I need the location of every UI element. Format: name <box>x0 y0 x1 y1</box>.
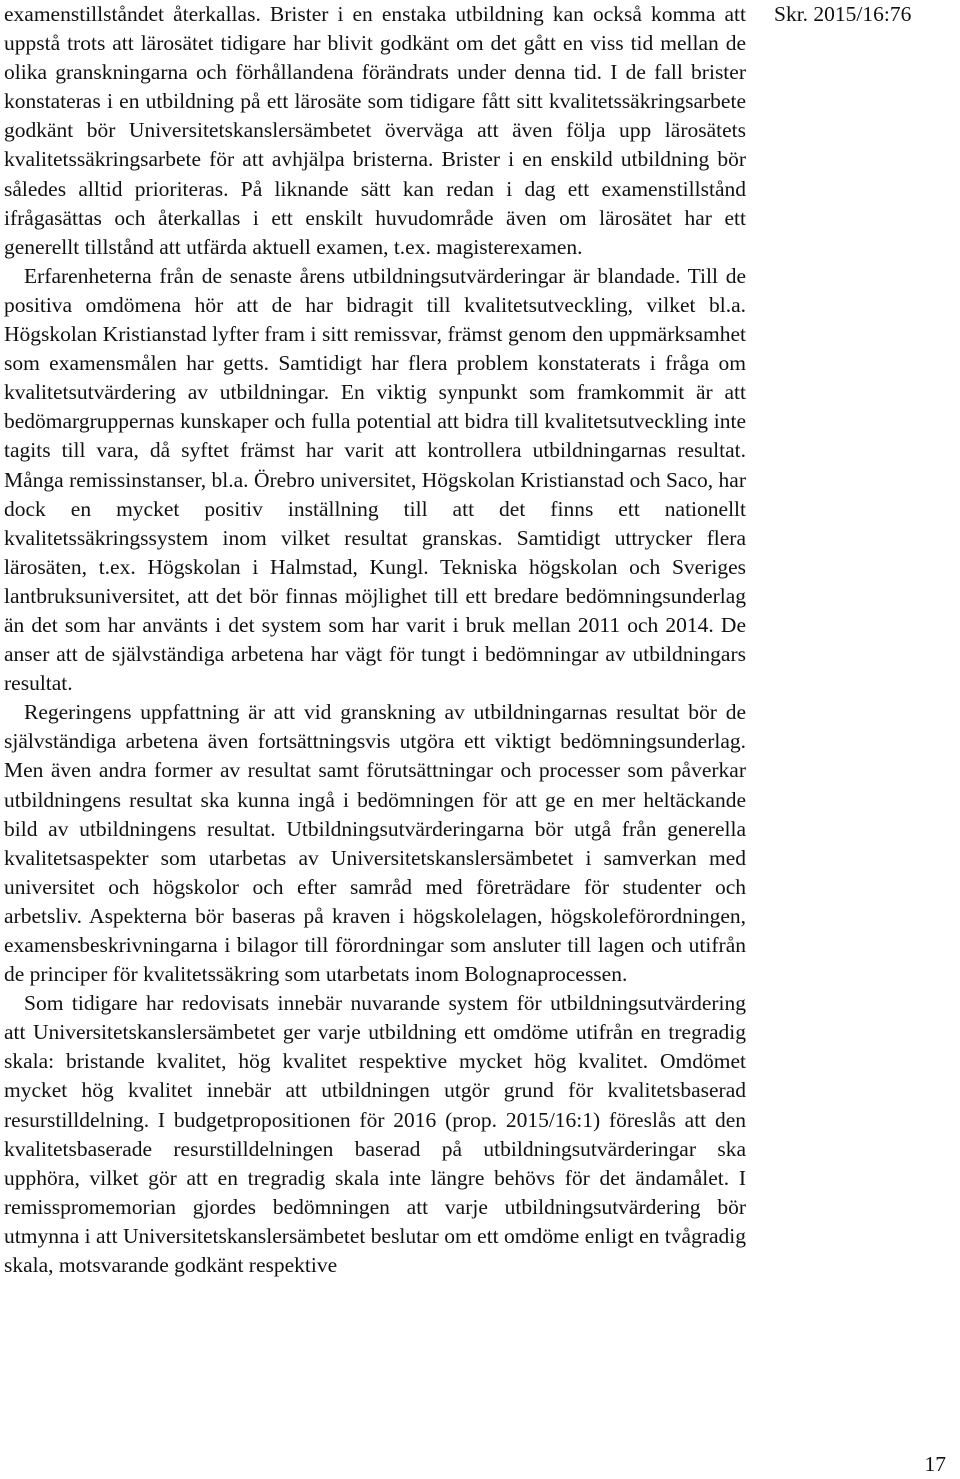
paragraph-government-view: Regeringens uppfattning är att vid granskning av utbildningarnas resultat bör de självständiga arbetena även fortsättningsvis utgöra ett viktigt bedömningsunderlag. Men även andra former av resultat samt förutsättningar och processer som påverkar utbildningens resultat ska kunna ingå i bedömningen för att ge en mer heltäckande bild av utbildningens resultat. Utbildningsutvärderingarna bör utgå från generella kvalitetsaspekter som utarbetas av Universitetskanslersämbetet i samverkan med universitet och högskolor och efter samråd med företrädare för studenter och arbetsliv. Aspekterna bör baseras på kraven i högskolelagen, högskoleförordningen, examensbeskrivningarna i bilagor till förordningar som ansluter till lagen och utifrån de principer för kvalitetssäkring som utarbetats inom Bolognaprocessen. <box>4 700 746 987</box>
paragraph-grading-scale: Som tidigare har redovisats innebär nuvarande system för utbildningsutvärdering att Universitetskanslersämbetet ger varje utbildning ett omdöme utifrån en tregradig skala: bristande kvalitet, hög kvalitet respektive mycket hög kvalitet. Omdömet mycket hög kvalitet innebär att utbildningen utgör grund för kvalitetsbaserad resurstilldelning. I budgetpropositionen för 2016 (prop. 2015/16:1) föreslås att den kvalitetsbaserade resurstilldelningen baserad på utbildningsutvärderingar ska upphöra, vilket gör att en tregradig skala inte längre behövs för det ändamålet. I remisspromemorian gjordes bedömningen att varje utbildningsutvärdering bör utmynna i att Universitetskanslersämbetet beslutar om ett omdöme enligt en tvågradig skala, motsvarande godkänt respektive <box>4 991 746 1278</box>
body-text <box>4 0 746 1280</box>
paragraph-continuation: examenstillståndet återkallas. Brister i en enstaka utbildning kan också komma att uppstå trots att lärosätet tidigare har blivit godkänt om det gått en viss tid mellan de olika granskningarna och förhållandena förändrats under denna tid. I de fall brister konstateras i en utbildning på ett lärosäte som tidigare fått sitt kvalitetssäkringsarbete godkänt bör Universitetskanslersämbetet överväga att även följa upp lärosätets kvalitetssäkringsarbete för att avhjälpa bristerna. Brister i en enskild utbildning bör således alltid prioriteras. På liknande sätt kan redan i dag ett examenstillstånd ifrågasättas och återkallas i ett enskilt huvudområde även om lärosätet har ett generellt tillstånd att utfärda aktuell examen, t.ex. magisterexamen. <box>4 2 746 259</box>
document-reference: Skr. 2015/16:76 <box>774 2 912 26</box>
page-number: 17 <box>924 1452 946 1476</box>
paragraph-evaluation-experiences: Erfarenheterna från de senaste årens utbildningsutvärderingar är blandade. Till de positiva omdömena hör att de har bidragit till kvalitetsutveckling, vilket bl.a. Högskolan Kristianstad lyfter fram i sitt remissvar, främst genom den uppmärksamhet som examensmålen har getts. Samtidigt har flera problem konstaterats i fråga om kvalitetsutvärdering av utbildningar. En viktig synpunkt som framkommit är att bedömargruppernas kunskaper och fulla potential att bidra till kvalitetsutveckling inte tagits till vara, då syftet främst har varit att kontrollera utbildningarnas resultat. Många remissinstanser, bl.a. Örebro universitet, Högskolan Kristianstad och Saco, har dock en mycket positiv inställning till att det finns ett nationellt kvalitetssäkringssystem inom vilket resultat granskas. Samtidigt uttrycker flera lärosäten, t.ex. Högskolan i Halmstad, Kungl. Tekniska högskolan och Sveriges lantbruksuniversitet, att det bör finnas möjlighet till ett bredare bedömningsunderlag än det som har använts i det system som har varit i bruk mellan 2011 och 2014. De anser att de självständiga arbetena har vägt för tungt i bedömningar av utbildningars resultat. <box>4 263 746 696</box>
